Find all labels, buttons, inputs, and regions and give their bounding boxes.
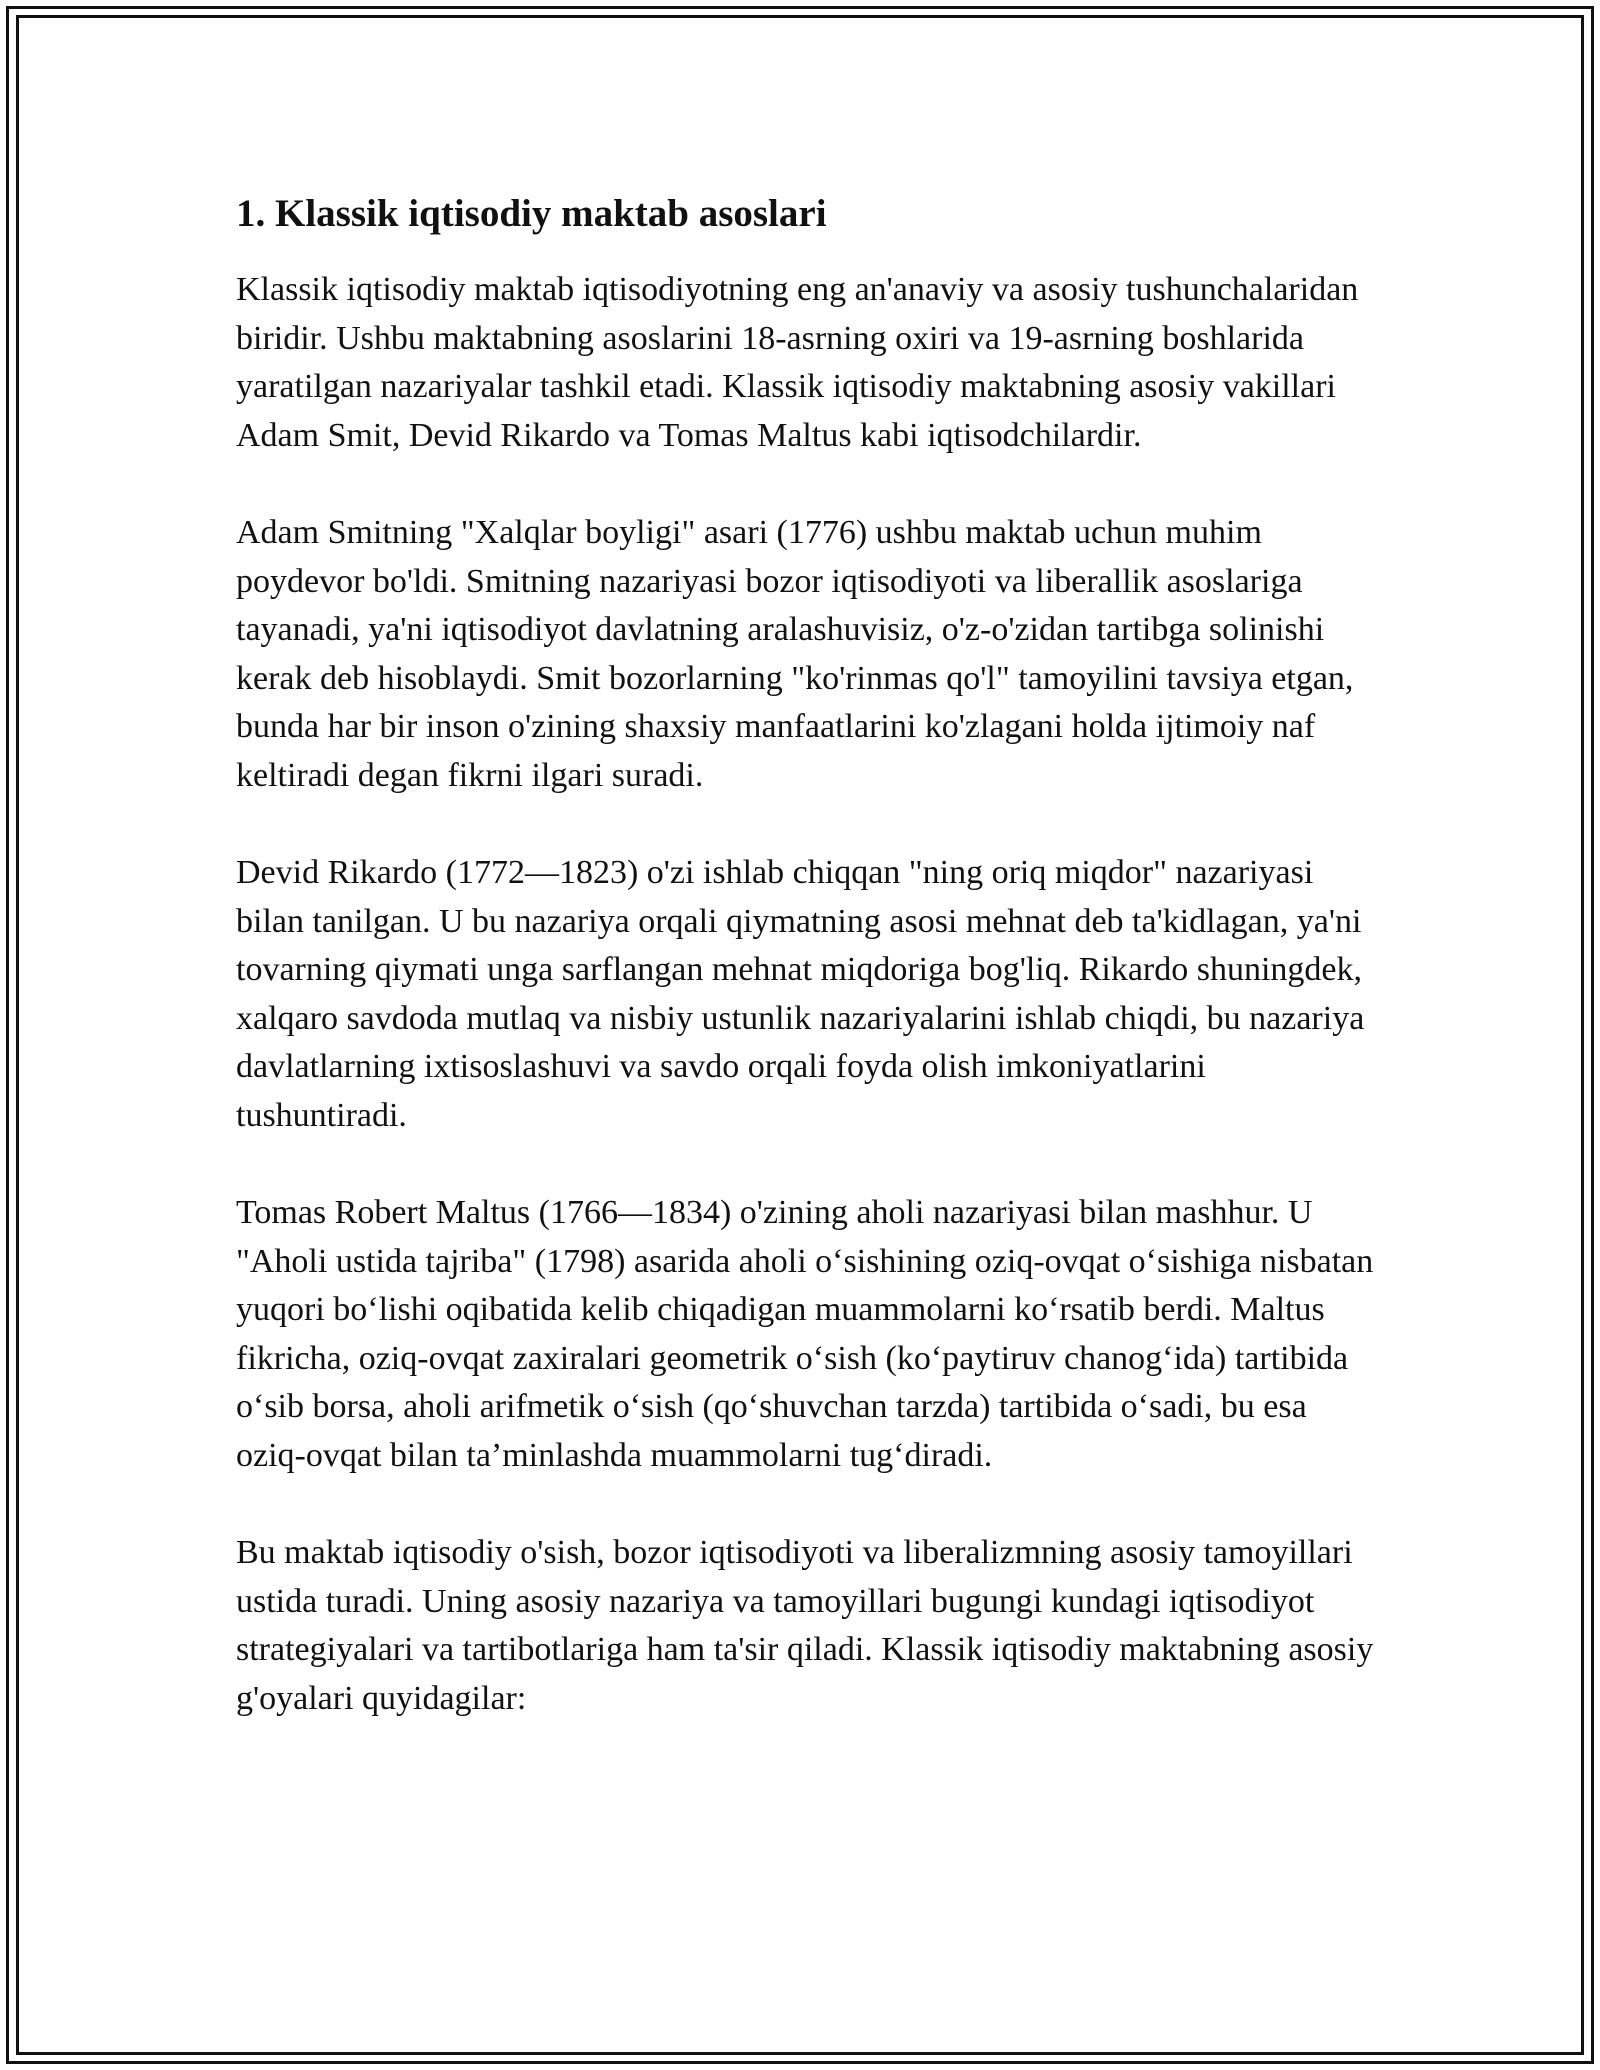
- paragraph-adam-smith: Adam Smitning "Xalqlar boyligi" asari (1776) ushbu maktab uchun muhim poydevor bo'ldi. Smitning nazariyasi bozor iqtisodiyoti va liberallik asoslariga tayanadi, ya'ni iqtisodiyot davlatning aralashuvisiz, o'z-o'zidan tartibga solinishi kerak deb hisoblaydi. Smit bozorlarning "ko'rinmas qo'l" tamoyilini tavsiya etgan, bunda har bir inson o'zining shaxsiy manfaatlarini ko'zlagani holda ijtimoiy naf keltiradi degan fikrni ilgari suradi.: [236, 514, 1354, 794]
- paragraph-intro: Klassik iqtisodiy maktab iqtisodiyotning eng an'anaviy va asosiy tushunchalaridan biridir. Ushbu maktabning asoslarini 18-asrning oxiri va 19-asrning boshlarida yaratilgan nazariyalar tashkil etadi. Klassik iqtisodiy maktabning asosiy vakillari Adam Smit, Devid Rikardo va Tomas Maltus kabi iqtisodchilardir.: [236, 271, 1359, 454]
- paragraph-conclusion: Bu maktab iqtisodiy o'sish, bozor iqtisodiyoti va liberalizmning asosiy tamoyillari ustida turadi. Uning asosiy nazariya va tamoyillari bugungi kundagi iqtisodiyot strategiyalari va tartibotlariga ham ta'sir qiladi. Klassik iqtisodiy maktabning asosiy g'oyalari quyidagilar:: [236, 1534, 1374, 1717]
- paragraph-thomas-malthus: Tomas Robert Maltus (1766—1834) o'zining aholi nazariyasi bilan mashhur. U "Aholi ustida tajriba" (1798) asarida aholi o‘sishining oziq-ovqat o‘sishiga nisbatan yuqori bo‘lishi oqibatida kelib chiqadigan muammolarni ko‘rsatib berdi. Maltus fikricha, oziq-ovqat zaxiralari geometrik o‘sish (ko‘paytiruv chanog‘ida) tartibida o‘sib borsa, aholi arifmetik o‘sish (qo‘shuvchan tarzda) tartibida o‘sadi, bu esa oziq-ovqat bilan ta’minlashda muammolarni tug‘diradi.: [236, 1194, 1374, 1474]
- page-content: [236, 186, 1376, 1772]
- section-title: 1. Klassik iqtisodiy maktab asoslari: [236, 192, 827, 235]
- paragraph-david-ricardo: Devid Rikardo (1772—1823) o'zi ishlab chiqqan "ning oriq miqdor" nazariyasi bilan tanilgan. U bu nazariya orqali qiymatning asosi mehnat deb ta'kidlagan, ya'ni tovarning qiymati unga sarflangan mehnat miqdoriga bog'liq. Rikardo shuningdek, xalqaro savdoda mutlaq va nisbiy ustunlik nazariyalarini ishlab chiqdi, bu nazariya davlatlarning ixtisoslashuvi va savdo orqali foyda olish imkoniyatlarini tushuntiradi.: [236, 854, 1365, 1134]
